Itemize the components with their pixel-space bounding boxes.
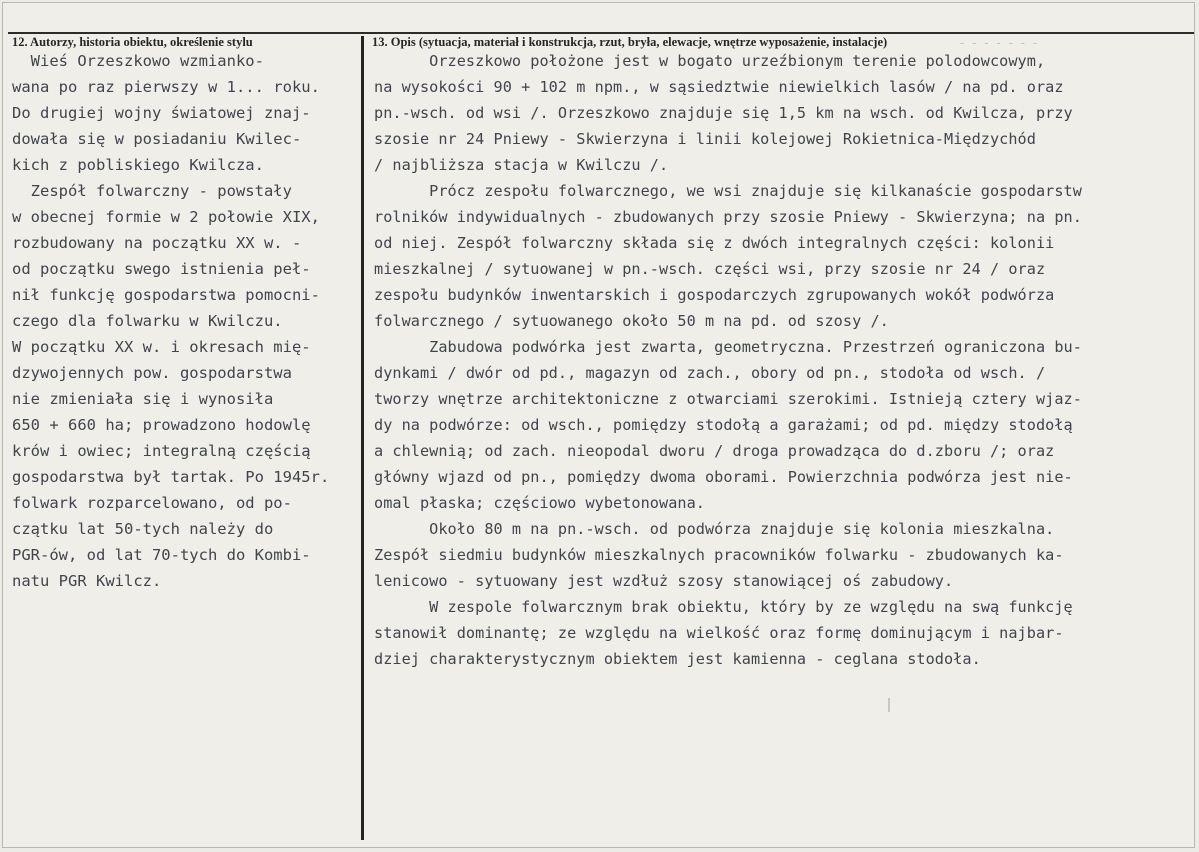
text-line: nie zmieniała się i wynosiła — [12, 390, 274, 408]
text-line: / najbliższa stacja w Kwilczu /. — [374, 156, 669, 174]
text-line: szosie nr 24 Pniewy - Skwierzyna i linii kolejowej Rokietnica-Międzychód — [374, 130, 1036, 148]
text-line: stanowił dominantę; ze względu na wielkość oraz formę dominującym i najbar- — [374, 624, 1064, 642]
column-divider — [361, 36, 364, 840]
text-line: na wysokości 90 + 102 m npm., w sąsiedztwie niewielkich lasów / na pd. oraz — [374, 78, 1064, 96]
text-line: lenicowo - sytuowany jest wzdłuż szosy stanowiącej oś zabudowy. — [374, 572, 954, 590]
text-line: tworzy wnętrze architektoniczne z otwarciami szerokimi. Istnieją cztery wjaz- — [374, 390, 1082, 408]
text-line: gospodarstwa był tartak. Po 1945r. — [12, 468, 330, 486]
text-line: w obecnej formie w 2 połowie XIX, — [12, 208, 320, 226]
text-line: Zabudowa podwórka jest zwarta, geometryczna. Przestrzeń ograniczona bu- — [374, 338, 1082, 356]
text-line: pn.-wsch. od wsi /. Orzeszkowo znajduje się 1,5 km na wsch. od Kwilcza, przy — [374, 104, 1073, 122]
text-line: Orzeszkowo położone jest w bogato urzeźbionym terenie polodowcowym, — [374, 52, 1046, 70]
text-line: omal płaska; częściowo wybetonowana. — [374, 494, 705, 512]
text-line: rolników indywidualnych - zbudowanych przy szosie Pniewy - Skwierzyna; na pn. — [374, 208, 1082, 226]
text-line: dy na podwórze: od wsch., pomiędzy stodołą a garażami; od pd. między stodołą — [374, 416, 1073, 434]
faint-pencil-marks: - - - - - - - — [960, 36, 1040, 50]
text-line: Zespół siedmiu budynków mieszkalnych pracowników folwarku - zbudowanych ka- — [374, 546, 1064, 564]
text-line: natu PGR Kwilcz. — [12, 572, 162, 590]
text-line: czego dla folwarku w Kwilczu. — [12, 312, 283, 330]
text-line: dynkami / dwór od pd., magazyn od zach., obory od pn., stodoła od wsch. / — [374, 364, 1046, 382]
section-12-header: 12. Autorzy, historia obiektu, określenie stylu — [12, 35, 253, 49]
text-line: folwark rozparcelowano, od po- — [12, 494, 292, 512]
text-line: PGR-ów, od lat 70-tych do Kombi- — [12, 546, 311, 564]
text-line: krów i owiec; integralną częścią — [12, 442, 311, 460]
text-line: folwarcznego / sytuowanego około 50 m na pd. od szosy /. — [374, 312, 889, 330]
text-line: Prócz zespołu folwarcznego, we wsi znajduje się kilkanaście gospodarstw — [374, 182, 1082, 200]
text-line: dzywojennych pow. gospodarstwa — [12, 364, 292, 382]
text-line: 650 + 660 ha; prowadzono hodowlę — [12, 416, 311, 434]
header-rule — [8, 32, 1194, 34]
text-line: czątku lat 50-tych należy do — [12, 520, 274, 538]
text-line: Zespół folwarczny - powstały — [12, 182, 292, 200]
text-line: wana po raz pierwszy w 1... roku. — [12, 78, 320, 96]
text-line: dziej charakterystycznym obiektem jest kamienna - ceglana stodoła. — [374, 650, 981, 668]
text-line: główny wjazd od pn., pomiędzy dwoma oborami. Powierzchnia podwórza jest nie- — [374, 468, 1073, 486]
text-line: Wieś Orzeszkowo wzmianko- — [12, 52, 264, 70]
text-line: mieszkalnej / sytuowanej w pn.-wsch. części wsi, przy szosie nr 24 / oraz — [374, 260, 1046, 278]
text-line: rozbudowany na początku XX w. - — [12, 234, 302, 252]
text-line: kich z pobliskiego Kwilcza. — [12, 156, 264, 174]
text-line: W zespole folwarcznym brak obiektu, który by ze względu na swą funkcję — [374, 598, 1073, 616]
text-line: Do drugiej wojny światowej znaj- — [12, 104, 311, 122]
section-13-text — [374, 48, 1184, 672]
text-line: nił funkcję gospodarstwa pomocni- — [12, 286, 320, 304]
text-line: od niej. Zespół folwarczny składa się z dwóch integralnych części: kolonii — [374, 234, 1055, 252]
text-line: od początku swego istnienia peł- — [12, 260, 311, 278]
stray-mark — [888, 698, 890, 712]
text-line: a chlewnią; od zach. nieopodal dworu / droga prowadząca do d.zboru /; oraz — [374, 442, 1055, 460]
text-line: Około 80 m na pn.-wsch. od podwórza znajduje się kolonia mieszkalna. — [374, 520, 1055, 538]
text-line: dowała się w posiadaniu Kwilec- — [12, 130, 302, 148]
section-12-text — [12, 48, 360, 594]
text-line: W początku XX w. i okresach mię- — [12, 338, 311, 356]
section-13-header: 13. Opis (sytuacja, materiał i konstrukcja, rzut, bryła, elewacje, wnętrze wyposażenie, instalacje) — [372, 35, 888, 49]
text-line: zespołu budynków inwentarskich i gospodarczych zgrupowanych wokół podwórza — [374, 286, 1055, 304]
